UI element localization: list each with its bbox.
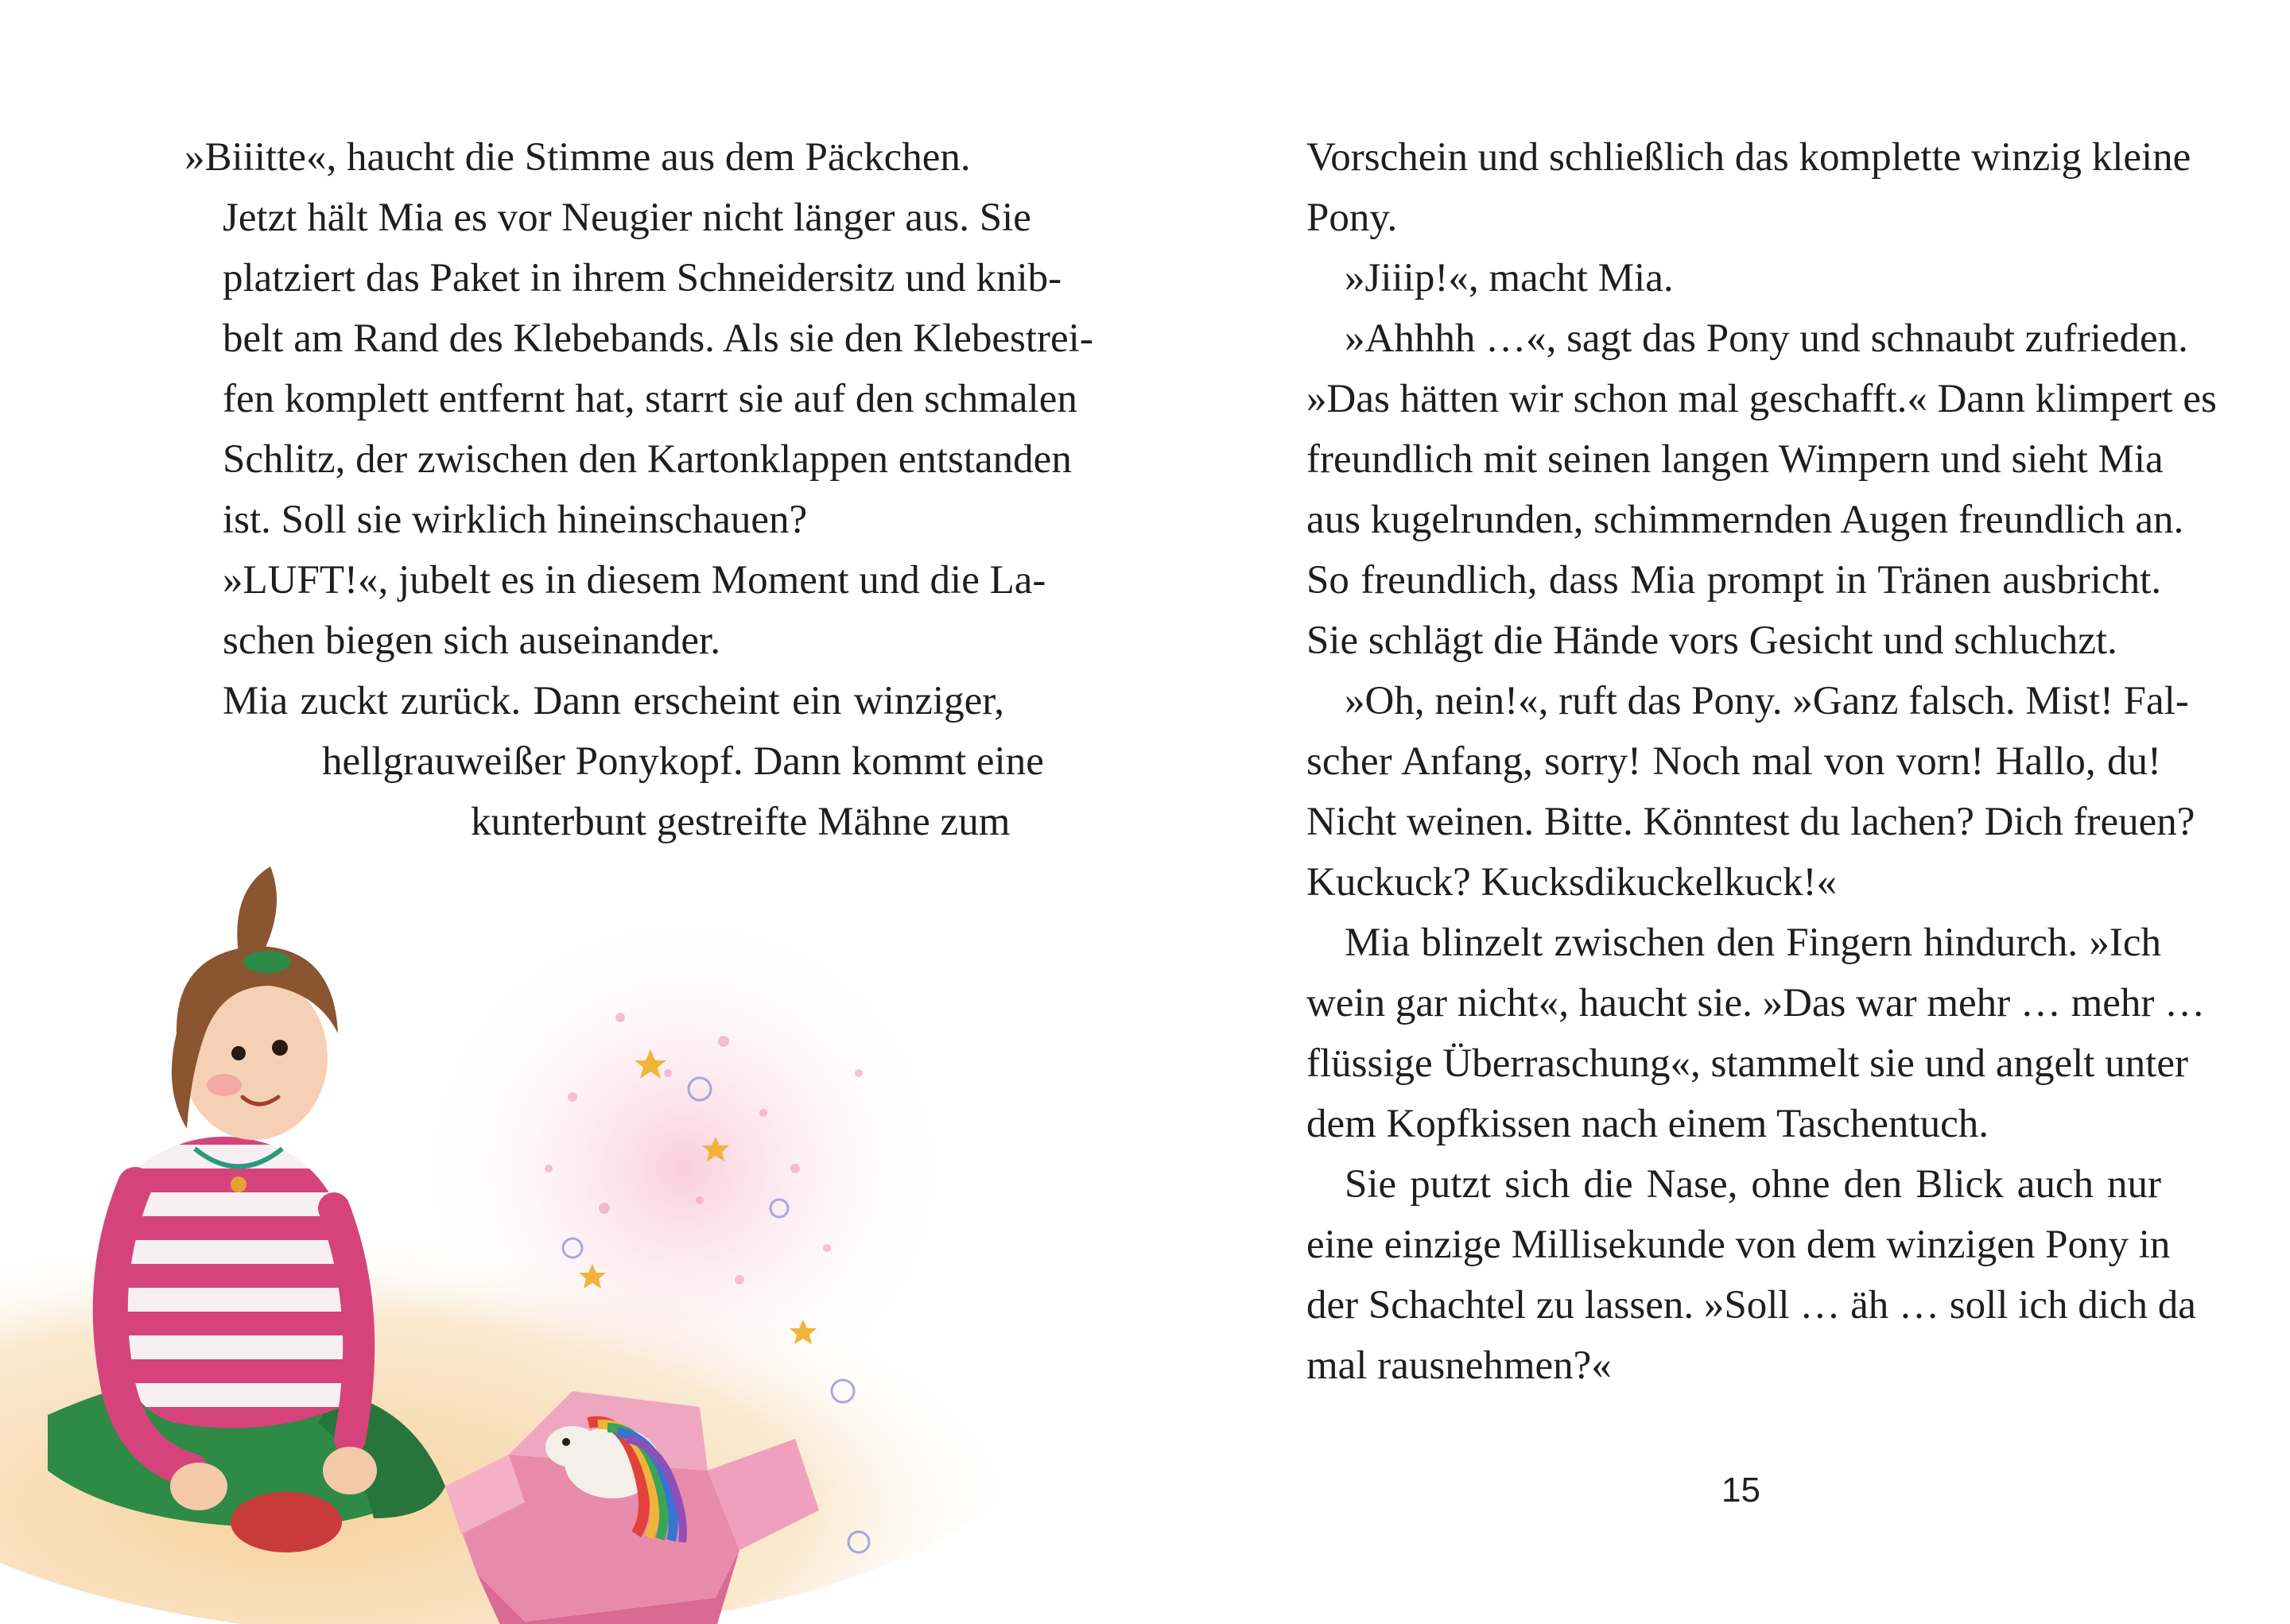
paragraph <box>184 188 1093 550</box>
text-line: Kuckuck? Kucksdikuckelkuck!« <box>1306 860 1838 905</box>
text-line: Pony. <box>1306 196 1398 240</box>
text-line: Vorschein und schließlich das komplette winzig kleine <box>1306 135 2191 180</box>
text-line: Sie schlägt die Hände vors Gesicht und schluchzt. <box>1306 618 2117 663</box>
text-line: freundlich mit seinen langen Wimpern und sieht Mia <box>1306 437 2164 482</box>
text-line: schen biegen sich auseinander. <box>223 618 720 663</box>
left-page-text <box>184 127 1093 852</box>
text-line: ist. Soll sie wirklich hineinschauen? <box>223 498 808 542</box>
text-line: eine einzige Millisekunde von dem winzigen Pony in <box>1306 1223 2171 1267</box>
text-line: Schlitz, der zwischen den Kartonklappen entstanden <box>223 437 1072 482</box>
paragraph <box>1306 913 2206 1154</box>
text-line: flüssige Überraschung«, stammelt sie und angelt unter <box>1306 1041 2188 1086</box>
paragraph <box>1306 1154 2196 1396</box>
paragraph <box>184 550 1046 671</box>
page-number: 15 <box>1721 1471 1760 1510</box>
text-line: »Ahhhh …«, sagt das Pony und schnaubt zufrieden. <box>1345 316 2188 361</box>
paragraph <box>1306 248 2161 308</box>
text-line: »LUFT!«, jubelt es in diesem Moment und die La- <box>223 558 1046 603</box>
text-line: »Biiitte«, haucht die Stimme aus dem Päckchen. <box>184 135 971 180</box>
paragraph <box>1306 671 2195 913</box>
text-line: Sie putzt sich die Nase, ohne den Blick auch nur <box>1345 1162 2161 1207</box>
text-line: der Schachtel zu lassen. »Soll … äh … soll ich dich da <box>1306 1283 2196 1327</box>
girl-with-pony-illustration <box>0 835 1145 1624</box>
text-line: So freundlich, dass Mia prompt in Tränen ausbricht. <box>1306 558 2161 603</box>
text-line: dem Kopfkissen nach einem Taschentuch. <box>1306 1102 1989 1146</box>
text-line: aus kugelrunden, schimmernden Augen freundlich an. <box>1306 498 2184 542</box>
text-line: fen komplett entfernt hat, starrt sie auf den schmalen <box>223 377 1077 421</box>
text-line: scher Anfang, sorry! Noch mal von vorn! Hallo, du! <box>1306 739 2161 784</box>
right-page-text <box>1306 127 2217 1396</box>
text-line: kunterbunt gestreifte Mähne zum <box>471 800 1011 844</box>
text-line: hellgrauweißer Ponykopf. Dann kommt eine <box>322 739 1044 784</box>
paragraph <box>1306 127 2191 248</box>
paragraph <box>184 127 1004 188</box>
text-line: platziert das Paket in ihrem Schneidersitz und knib- <box>223 256 1062 300</box>
text-line: Nicht weinen. Bitte. Könntest du lachen? Dich freuen? <box>1306 800 2195 844</box>
text-line: »Das hätten wir schon mal geschafft.« Dann klimpert es <box>1306 377 2217 421</box>
text-line: Mia zuckt zurück. Dann erscheint ein winziger, <box>223 679 1004 723</box>
text-line: wein gar nicht«, haucht sie. »Das war mehr … mehr … <box>1306 981 2206 1025</box>
paragraph <box>184 671 1044 852</box>
text-line: belt am Rand des Klebebands. Als sie den Klebestrei- <box>223 316 1093 361</box>
text-line: Mia blinzelt zwischen den Fingern hindurch. »Ich <box>1345 921 2161 965</box>
paragraph <box>1306 308 2217 671</box>
text-line: Jetzt hält Mia es vor Neugier nicht länger aus. Sie <box>223 196 1031 240</box>
text-line: »Oh, nein!«, ruft das Pony. »Ganz falsch. Mist! Fal- <box>1345 679 2189 723</box>
text-line: »Jiiip!«, macht Mia. <box>1345 256 1674 300</box>
text-line: mal rausnehmen?« <box>1306 1343 1612 1388</box>
